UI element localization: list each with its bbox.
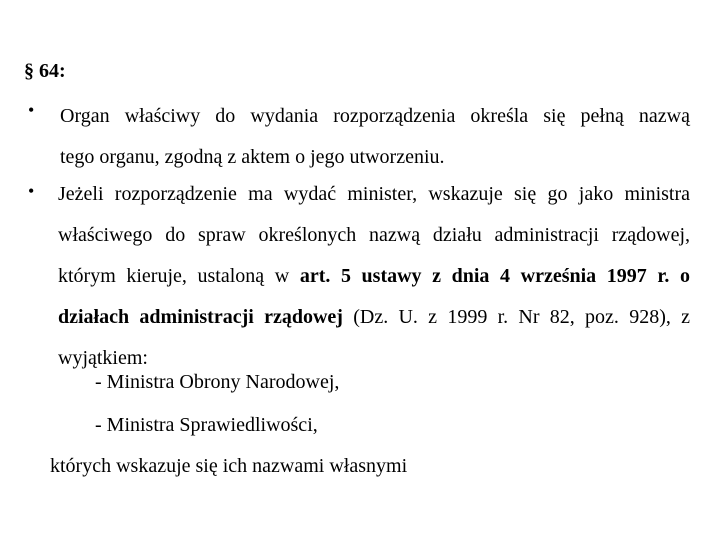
journal-citation: (Dz. U. z 1999 r. Nr 82, poz. 928), z [342, 306, 691, 328]
exception-item-justice: - Ministra Sprawiedliwości, [95, 414, 318, 436]
closing-text: których wskazuje się ich nazwami własnymi [50, 455, 408, 477]
bullet-2-line-5: wyjątkiem: [58, 347, 148, 369]
bullet-item-competent-authority [50, 96, 690, 178]
bullet-2-line-1: Jeżeli rozporządzenie ma wydać minister, wskazuje się go jako ministra [58, 183, 690, 205]
bullet-1-line-2: tego organu, zgodną z aktem o jego utworzeniu. [60, 146, 445, 168]
bullet-2-line-3 [50, 256, 690, 297]
line-3-plain-text: którym kieruje, ustaloną w [58, 265, 290, 287]
bullet-marker: • [28, 100, 35, 120]
section-heading: § 64: [24, 60, 66, 82]
bullet-2-line-2: właściwego do spraw określonych nazwą działu administracji rządowej, [58, 224, 690, 246]
statute-title-bold: działach administracji rządowej [58, 306, 343, 328]
bullet-1-line-1: Organ właściwy do wydania rozporządzenia określa się pełną nazwą [60, 105, 690, 127]
bullet-2-line-4 [50, 297, 690, 338]
statute-reference-bold: art. 5 ustawy z dnia 4 września 1997 r. o [299, 265, 691, 287]
exception-item-defence: - Ministra Obrony Narodowej, [95, 371, 340, 393]
bullet-marker: • [28, 181, 35, 201]
bullet-item-minister [50, 174, 690, 379]
